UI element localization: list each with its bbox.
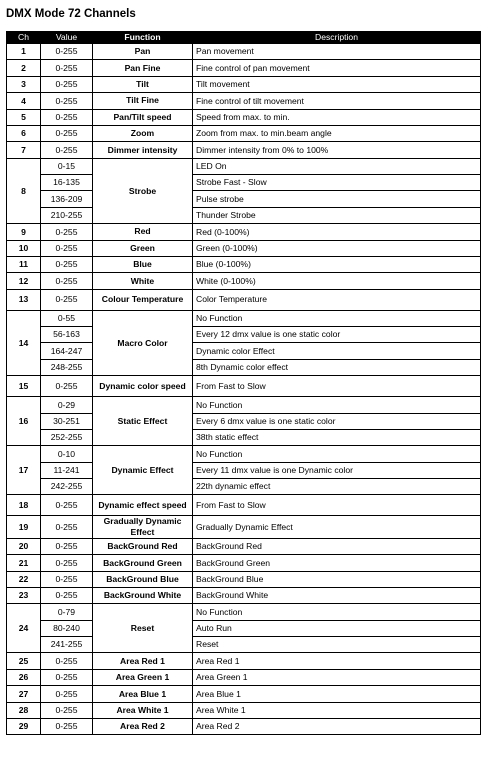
description-cell: No Function — [193, 397, 481, 413]
description-cell: BackGround Red — [193, 538, 481, 554]
value-range-cell: 136-209 — [41, 191, 93, 207]
table-row — [7, 718, 481, 734]
value-range-cell: 80-240 — [41, 620, 93, 636]
function-cell: Area Red 1 — [93, 653, 193, 669]
value-range-cell: 252-255 — [41, 429, 93, 445]
table-row — [7, 93, 481, 109]
value-range-cell: 0-29 — [41, 397, 93, 413]
function-cell: Area Blue 1 — [93, 686, 193, 702]
value-range-cell: 0-15 — [41, 158, 93, 174]
column-header-function: Function — [93, 32, 193, 44]
channel-number-cell: 4 — [7, 93, 41, 109]
table-row — [7, 446, 481, 462]
value-range-cell: 0-255 — [41, 516, 93, 538]
table-row — [7, 240, 481, 256]
description-cell: Pan movement — [193, 44, 481, 60]
description-cell: No Function — [193, 604, 481, 620]
channel-number-cell: 9 — [7, 224, 41, 240]
description-cell: From Fast to Slow — [193, 495, 481, 516]
channel-number-cell: 12 — [7, 273, 41, 289]
description-cell: Strobe Fast - Slow — [193, 175, 481, 191]
value-range-cell: 0-255 — [41, 224, 93, 240]
function-cell: Blue — [93, 256, 193, 272]
description-cell: Area Red 1 — [193, 653, 481, 669]
table-row — [7, 142, 481, 158]
value-range-cell: 0-255 — [41, 93, 93, 109]
function-cell: Area White 1 — [93, 702, 193, 718]
description-cell: BackGround White — [193, 587, 481, 603]
value-range-cell: 0-255 — [41, 273, 93, 289]
description-cell: Dynamic color Effect — [193, 343, 481, 359]
description-cell: Fine control of pan movement — [193, 60, 481, 76]
column-header-value: Value — [41, 32, 93, 44]
function-cell: Pan — [93, 44, 193, 60]
table-row — [7, 538, 481, 554]
value-range-cell: 0-255 — [41, 669, 93, 685]
description-cell: 38th static effect — [193, 429, 481, 445]
channel-number-cell: 16 — [7, 397, 41, 446]
table-row — [7, 702, 481, 718]
value-range-cell: 30-251 — [41, 413, 93, 429]
description-cell: Zoom from max. to min.beam angle — [193, 125, 481, 141]
table-row — [7, 224, 481, 240]
function-cell: Pan Fine — [93, 60, 193, 76]
channel-number-cell: 27 — [7, 686, 41, 702]
value-range-cell: 0-255 — [41, 538, 93, 554]
table-row — [7, 462, 481, 478]
channel-number-cell: 19 — [7, 516, 41, 538]
function-cell: Dimmer intensity — [93, 142, 193, 158]
channel-number-cell: 11 — [7, 256, 41, 272]
channel-number-cell: 18 — [7, 495, 41, 516]
table-row — [7, 413, 481, 429]
value-range-cell: 0-255 — [41, 686, 93, 702]
description-cell: Area White 1 — [193, 702, 481, 718]
value-range-cell: 0-255 — [41, 495, 93, 516]
description-cell: Green (0-100%) — [193, 240, 481, 256]
description-cell: Every 6 dmx value is one static color — [193, 413, 481, 429]
channel-number-cell: 25 — [7, 653, 41, 669]
table-row — [7, 359, 481, 375]
description-cell: BackGround Green — [193, 555, 481, 571]
table-row — [7, 686, 481, 702]
channel-number-cell: 3 — [7, 76, 41, 92]
description-cell: Reset — [193, 637, 481, 653]
table-row — [7, 376, 481, 397]
function-cell: Dynamic Effect — [93, 446, 193, 495]
value-range-cell: 56-163 — [41, 327, 93, 343]
function-cell: Tilt — [93, 76, 193, 92]
value-range-cell: 0-255 — [41, 60, 93, 76]
channel-number-cell: 10 — [7, 240, 41, 256]
channel-number-cell: 17 — [7, 446, 41, 495]
function-cell: Pan/Tilt speed — [93, 109, 193, 125]
dmx-channel-table — [6, 31, 481, 735]
function-cell: Macro Color — [93, 310, 193, 376]
description-cell: No Function — [193, 310, 481, 326]
channel-number-cell: 7 — [7, 142, 41, 158]
description-cell: 22th dynamic effect — [193, 479, 481, 495]
description-cell: Pulse strobe — [193, 191, 481, 207]
table-row — [7, 125, 481, 141]
function-cell: Zoom — [93, 125, 193, 141]
value-range-cell: 0-255 — [41, 256, 93, 272]
table-body — [7, 44, 481, 735]
function-cell: BackGround Green — [93, 555, 193, 571]
column-header-description: Description — [193, 32, 481, 44]
channel-number-cell: 8 — [7, 158, 41, 224]
value-range-cell: 0-255 — [41, 653, 93, 669]
table-row — [7, 60, 481, 76]
value-range-cell: 0-10 — [41, 446, 93, 462]
description-cell: Speed from max. to min. — [193, 109, 481, 125]
value-range-cell: 0-55 — [41, 310, 93, 326]
value-range-cell: 210-255 — [41, 207, 93, 223]
table-row — [7, 479, 481, 495]
description-cell: BackGround Blue — [193, 571, 481, 587]
value-range-cell: 0-255 — [41, 44, 93, 60]
description-cell: Every 12 dmx value is one static color — [193, 327, 481, 343]
table-row — [7, 191, 481, 207]
table-row — [7, 76, 481, 92]
description-cell: Area Green 1 — [193, 669, 481, 685]
function-cell: Red — [93, 224, 193, 240]
table-row — [7, 44, 481, 60]
table-row — [7, 604, 481, 620]
description-cell: LED On — [193, 158, 481, 174]
table-row — [7, 256, 481, 272]
table-row — [7, 175, 481, 191]
table-row — [7, 637, 481, 653]
channel-number-cell: 15 — [7, 376, 41, 397]
table-row — [7, 310, 481, 326]
description-cell: White (0-100%) — [193, 273, 481, 289]
description-cell: From Fast to Slow — [193, 376, 481, 397]
value-range-cell: 0-255 — [41, 76, 93, 92]
table-row — [7, 207, 481, 223]
value-range-cell: 0-255 — [41, 109, 93, 125]
value-range-cell: 0-255 — [41, 702, 93, 718]
channel-number-cell: 6 — [7, 125, 41, 141]
channel-number-cell: 21 — [7, 555, 41, 571]
table-row — [7, 587, 481, 603]
channel-number-cell: 14 — [7, 310, 41, 376]
function-cell: Area Red 2 — [93, 718, 193, 734]
page-title: DMX Mode 72 Channels — [6, 8, 136, 20]
function-cell: Dynamic color speed — [93, 376, 193, 397]
channel-number-cell: 5 — [7, 109, 41, 125]
function-cell: BackGround White — [93, 587, 193, 603]
function-cell: Static Effect — [93, 397, 193, 446]
table-header-row — [7, 32, 481, 44]
channel-number-cell: 26 — [7, 669, 41, 685]
value-range-cell: 11-241 — [41, 462, 93, 478]
description-cell: Every 11 dmx value is one Dynamic color — [193, 462, 481, 478]
value-range-cell: 0-255 — [41, 289, 93, 310]
channel-number-cell: 28 — [7, 702, 41, 718]
channel-number-cell: 22 — [7, 571, 41, 587]
table-row — [7, 327, 481, 343]
table-row — [7, 669, 481, 685]
channel-number-cell: 29 — [7, 718, 41, 734]
value-range-cell: 248-255 — [41, 359, 93, 375]
value-range-cell: 0-255 — [41, 718, 93, 734]
channel-number-cell: 20 — [7, 538, 41, 554]
function-cell: Gradually Dynamic Effect — [93, 516, 193, 538]
value-range-cell: 0-255 — [41, 555, 93, 571]
description-cell: Tilt movement — [193, 76, 481, 92]
description-cell: No Function — [193, 446, 481, 462]
function-cell: Reset — [93, 604, 193, 653]
description-cell: Auto Run — [193, 620, 481, 636]
function-cell: Green — [93, 240, 193, 256]
value-range-cell: 0-255 — [41, 571, 93, 587]
value-range-cell: 241-255 — [41, 637, 93, 653]
function-cell: Area Green 1 — [93, 669, 193, 685]
description-cell: Dimmer intensity from 0% to 100% — [193, 142, 481, 158]
description-cell: 8th Dynamic color effect — [193, 359, 481, 375]
value-range-cell: 0-79 — [41, 604, 93, 620]
channel-number-cell: 24 — [7, 604, 41, 653]
description-cell: Area Red 2 — [193, 718, 481, 734]
function-cell: Strobe — [93, 158, 193, 224]
table-row — [7, 495, 481, 516]
function-cell: BackGround Blue — [93, 571, 193, 587]
table-row — [7, 289, 481, 310]
value-range-cell: 242-255 — [41, 479, 93, 495]
function-cell: BackGround Red — [93, 538, 193, 554]
table-row — [7, 516, 481, 538]
table-row — [7, 555, 481, 571]
function-cell: Tilt Fine — [93, 93, 193, 109]
table-row — [7, 429, 481, 445]
value-range-cell: 0-255 — [41, 125, 93, 141]
column-header-ch: Ch — [7, 32, 41, 44]
value-range-cell: 164-247 — [41, 343, 93, 359]
channel-number-cell: 1 — [7, 44, 41, 60]
table-row — [7, 273, 481, 289]
description-cell: Thunder Strobe — [193, 207, 481, 223]
value-range-cell: 0-255 — [41, 376, 93, 397]
value-range-cell: 0-255 — [41, 587, 93, 603]
description-cell: Fine control of tilt movement — [193, 93, 481, 109]
function-cell: White — [93, 273, 193, 289]
description-cell: Area Blue 1 — [193, 686, 481, 702]
table-row — [7, 158, 481, 174]
table-row — [7, 571, 481, 587]
table-row — [7, 620, 481, 636]
description-cell: Blue (0-100%) — [193, 256, 481, 272]
value-range-cell: 0-255 — [41, 142, 93, 158]
function-cell: Dynamic effect speed — [93, 495, 193, 516]
description-cell: Color Temperature — [193, 289, 481, 310]
table-row — [7, 109, 481, 125]
value-range-cell: 16-135 — [41, 175, 93, 191]
channel-number-cell: 13 — [7, 289, 41, 310]
description-cell: Gradually Dynamic Effect — [193, 516, 481, 538]
value-range-cell: 0-255 — [41, 240, 93, 256]
table-row — [7, 653, 481, 669]
table-row — [7, 397, 481, 413]
function-cell: Colour Temperature — [93, 289, 193, 310]
channel-number-cell: 2 — [7, 60, 41, 76]
table-row — [7, 343, 481, 359]
channel-number-cell: 23 — [7, 587, 41, 603]
description-cell: Red (0-100%) — [193, 224, 481, 240]
